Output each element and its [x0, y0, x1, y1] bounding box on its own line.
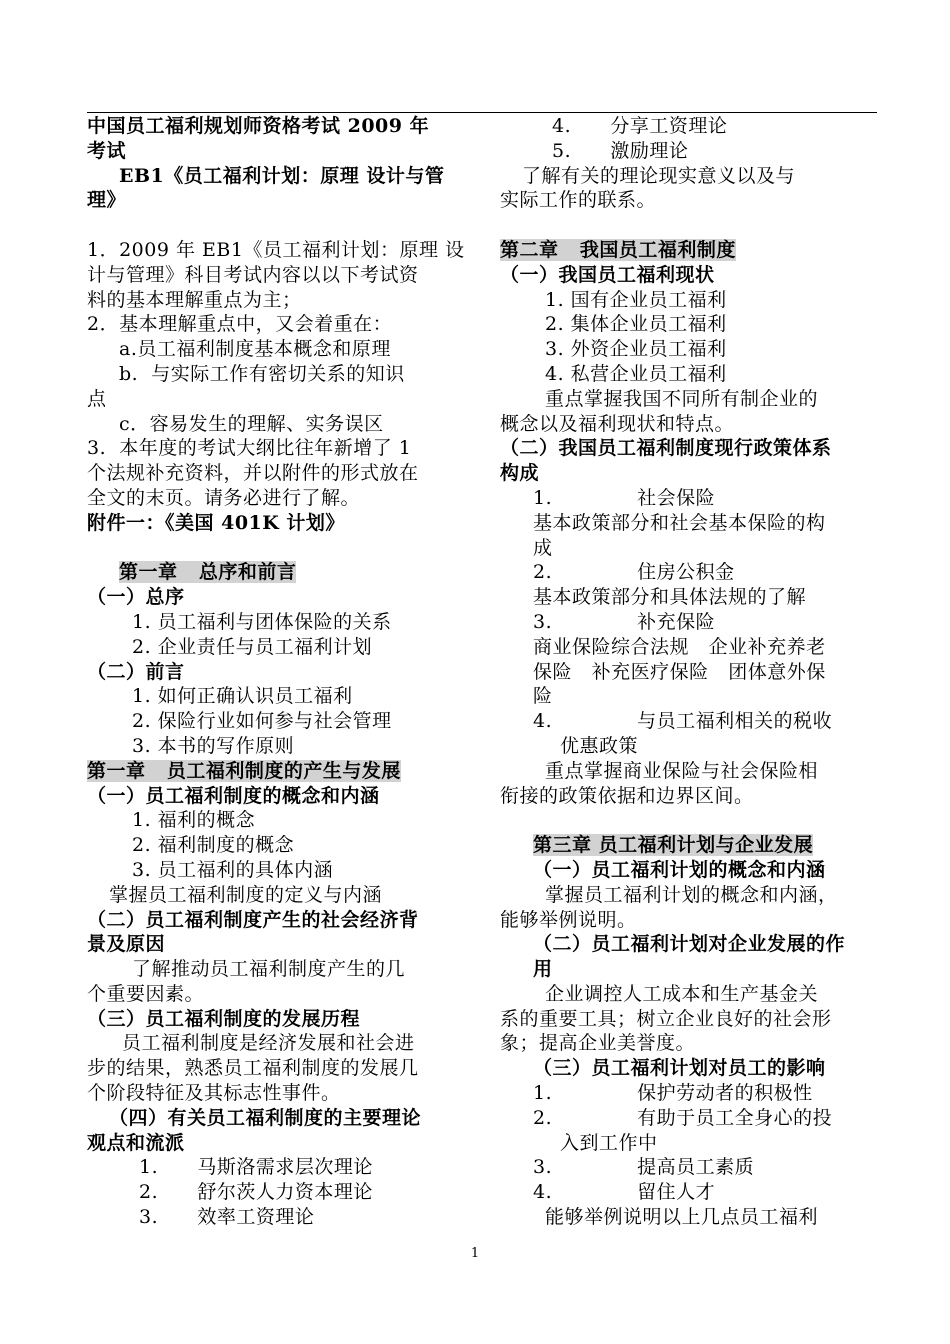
section-heading: （二）前言: [87, 660, 185, 683]
text-line: 能够举例说明。: [500, 908, 637, 931]
section-heading: （一）总序: [87, 586, 185, 609]
text-line: 2．基本理解重点中，又会着重在：: [87, 313, 393, 336]
text-line: 3. 补充保险: [533, 610, 716, 633]
section-heading: 观点和流派: [87, 1131, 185, 1154]
text-line: 点: [87, 387, 107, 410]
text-line: 系的重要工具；树立企业良好的社会形: [500, 1007, 832, 1030]
text-line: 1. 如何正确认识员工福利: [132, 685, 353, 708]
text-line: 个法规补充资料，并以附件的形式放在: [87, 462, 419, 485]
chapter-heading: 第一章 总序和前言: [119, 561, 297, 584]
text-line: 1. 员工福利与团体保险的关系: [132, 610, 392, 633]
text-line: 3. 本年度的考试大纲比往年新增了 1: [87, 437, 412, 460]
text-line: 2. 住房公积金: [533, 561, 735, 584]
text-line: 重点掌握我国不同所有制企业的: [545, 387, 819, 410]
section-heading: （三）员工福利制度的发展历程: [87, 1007, 361, 1030]
text-line: 能够举例说明以上几点员工福利: [545, 1206, 819, 1229]
section-heading: 景及原因: [87, 933, 166, 956]
blank-line: [500, 808, 878, 833]
section-heading: 附件一：《美国 401K 计划》: [87, 511, 345, 534]
text-line: 掌握员工福利制度的定义与内涵: [109, 883, 383, 906]
text-line: 3. 本书的写作原则: [132, 734, 295, 757]
text-line: 步的结果，熟悉员工福利制度的发展几: [87, 1057, 419, 1080]
text-line: 4. 分享工资理论: [552, 115, 728, 137]
text-line: 全文的末页。请务必进行了解。: [87, 486, 361, 509]
section-heading: 考试: [87, 139, 127, 162]
text-line: 3. 效率工资理论: [139, 1206, 315, 1229]
chapter-heading: 第一章 员工福利制度的产生与发展: [87, 759, 401, 782]
text-line: 2. 集体企业员工福利: [545, 313, 727, 336]
text-line: 象；提高企业美誉度。: [500, 1032, 696, 1055]
text-line: 5. 激励理论: [552, 139, 689, 162]
text-line: 2. 福利制度的概念: [132, 834, 295, 857]
blank-line: [87, 213, 465, 238]
text-line: 3. 外资企业员工福利: [545, 338, 727, 361]
text-line: 保险 补充医疗保险 团体意外保: [533, 660, 826, 683]
section-heading: （一）我国员工福利现状: [500, 263, 715, 286]
chapter-heading: 第二章 我国员工福利制度: [500, 238, 736, 261]
blank-line: [500, 213, 878, 238]
text-line: a.员工福利制度基本概念和原理: [119, 338, 391, 361]
text-line: 企业调控人工成本和生产基金关: [545, 982, 819, 1005]
text-line: 重点掌握商业保险与社会保险相: [545, 759, 819, 782]
chapter-heading: 第三章 员工福利计划与企业发展: [533, 834, 814, 857]
section-heading: （二）员工福利制度产生的社会经济背: [87, 908, 419, 931]
text-line: c．容易发生的理解、实务误区: [119, 412, 384, 435]
text-line: 优惠政策: [560, 734, 639, 757]
text-line: 1．2009 年 EB1《员工福利计划：原理 设: [87, 238, 465, 261]
text-line: 入到工作中: [560, 1131, 658, 1154]
left-column: [87, 114, 465, 1230]
text-line: 衔接的政策依据和边界区间。: [500, 784, 754, 807]
section-heading: （二）员工福利计划对企业发展的作: [533, 933, 846, 956]
text-line: 2. 有助于员工全身心的投: [533, 1106, 833, 1129]
text-line: 成: [533, 536, 553, 559]
text-line: 掌握员工福利计划的概念和内涵，: [545, 883, 838, 906]
text-line: 险: [533, 685, 553, 708]
text-line: 个阶段特征及其标志性事件。: [87, 1082, 341, 1105]
page-number: 1: [470, 1246, 480, 1261]
text-line: 1. 国有企业员工福利: [545, 288, 727, 311]
text-line: 3. 员工福利的具体内涵: [132, 858, 334, 881]
text-line: 1. 社会保险: [533, 486, 716, 509]
text-line: 4. 私营企业员工福利: [545, 362, 727, 385]
text-line: 4. 留住人才: [533, 1181, 716, 1204]
right-column: [500, 114, 878, 1230]
text-line: 2. 保险行业如何参与社会管理: [132, 710, 392, 733]
text-line: b. 与实际工作有密切关系的知识: [119, 362, 405, 385]
section-heading: （四）有关员工福利制度的主要理论: [109, 1106, 422, 1129]
text-line: 1. 福利的概念: [132, 809, 256, 832]
text-line: 4. 与员工福利相关的税收: [533, 710, 833, 733]
text-line: 计与管理》科目考试内容以以下考试资: [87, 263, 419, 286]
text-line: 1. 保护劳动者的积极性: [533, 1082, 813, 1105]
text-line: 概念以及福利现状和特点。: [500, 412, 735, 435]
section-heading: 用: [533, 958, 553, 981]
header-rule: [87, 112, 877, 113]
section-heading: （二）我国员工福利制度现行政策体系: [500, 437, 832, 460]
text-line: 基本政策部分和社会基本保险的构: [533, 511, 826, 534]
text-line: 实际工作的联系。: [500, 189, 657, 212]
blank-line: [87, 536, 465, 561]
text-line: 基本政策部分和具体法规的了解: [533, 586, 807, 609]
text-line: 了解推动员工福利制度产生的几: [132, 958, 406, 981]
text-line: 1. 马斯洛需求层次理论: [139, 1156, 373, 1179]
section-heading: EB1《员工福利计划：原理 设计与管: [119, 164, 445, 187]
section-heading: 构成: [500, 462, 540, 485]
section-heading: 理》: [87, 189, 127, 212]
section-heading: （一）员工福利制度的概念和内涵: [87, 784, 380, 807]
text-line: 个重要因素。: [87, 982, 205, 1005]
text-line: 3. 提高员工素质: [533, 1156, 755, 1179]
section-heading: （三）员工福利计划对员工的影响: [533, 1057, 826, 1080]
text-line: 2. 企业责任与员工福利计划: [132, 635, 373, 658]
text-line: 2. 舒尔茨人力资本理论: [139, 1181, 373, 1204]
text-line: 料的基本理解重点为主；: [87, 288, 302, 311]
section-heading: （一）员工福利计划的概念和内涵: [533, 858, 826, 881]
text-line: 员工福利制度是经济发展和社会进: [122, 1032, 415, 1055]
text-line: 了解有关的理论现实意义以及与: [522, 164, 796, 187]
text-line: 商业保险综合法规 企业补充养老: [533, 635, 826, 658]
section-heading: 中国员工福利规划师资格考试 2009 年: [87, 115, 430, 137]
